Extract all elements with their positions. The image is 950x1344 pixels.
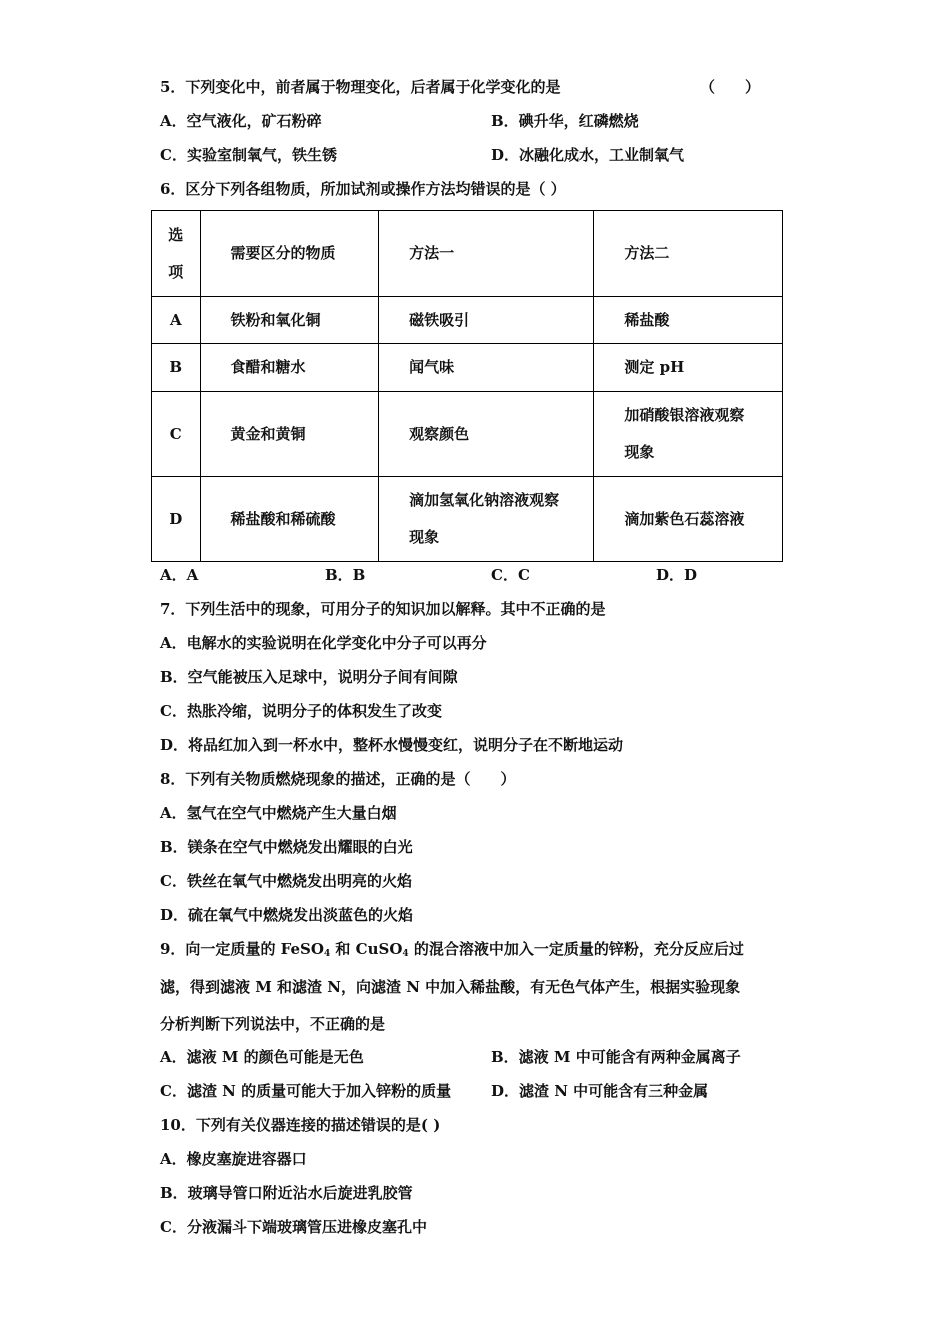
- header-cell-method1: 方法一: [379, 211, 594, 297]
- q6-stem: 6．区分下列各组物质，所加试剂或操作方法均错误的是（ ）: [160, 180, 566, 198]
- q5-stem: 5．下列变化中，前者属于物理变化，后者属于化学变化的是: [160, 78, 561, 96]
- table-row: [152, 297, 783, 344]
- row-subject: 稀盐酸和稀硫酸: [200, 477, 379, 562]
- q8-option-c: C．铁丝在氧气中燃烧发出明亮的火焰: [160, 872, 412, 890]
- table-row: [152, 392, 783, 477]
- q9-subscript-1: 4: [323, 949, 331, 959]
- q7-stem: 7．下列生活中的现象，可用分子的知识加以解释。其中不正确的是: [160, 600, 606, 618]
- row-method1-line1: 滴加氢氧化钠溶液观察: [409, 491, 560, 509]
- row-subject: 食醋和糖水: [200, 344, 379, 392]
- row-option: D: [152, 477, 201, 562]
- q9-stem-line2: 滤，得到滤液 M 和滤渣 N，向滤渣 N 中加入稀盐酸，有无色气体产生，根据实验现象: [160, 978, 741, 996]
- q6-option-b: B．B: [325, 566, 366, 584]
- row-subject: 黄金和黄铜: [200, 392, 379, 477]
- q10-option-a: A．橡皮塞旋进容器口: [160, 1150, 307, 1168]
- q5-option-a: A．空气液化，矿石粉碎: [160, 112, 322, 130]
- q5-answer-paren: （ ）: [700, 78, 761, 96]
- q10-option-b: B．玻璃导管口附近沾水后旋进乳胶管: [160, 1184, 413, 1202]
- row-method2: 稀盐酸: [594, 297, 783, 344]
- q7-option-d: D．将品红加入到一杯水中，整杯水慢慢变红，说明分子在不断地运动: [160, 736, 624, 754]
- row-option: A: [152, 297, 201, 344]
- row-method2-line2: 现象: [624, 443, 655, 461]
- row-method2: [594, 392, 783, 477]
- row-option: B: [152, 344, 201, 392]
- q8-option-b: B．镁条在空气中燃烧发出耀眼的白光: [160, 838, 413, 856]
- row-method1: [379, 477, 594, 562]
- q7-option-a: A．电解水的实验说明在化学变化中分子可以再分: [160, 634, 487, 652]
- q9-stem-part2: 和 CuSO: [330, 940, 403, 958]
- q6-option-c: C．C: [491, 566, 530, 584]
- row-method2: 测定 pH: [594, 344, 783, 392]
- q10-option-c: C．分液漏斗下端玻璃管压进橡皮塞孔中: [160, 1218, 427, 1236]
- q9-stem-line1: [160, 939, 744, 964]
- q6-option-a: A．A: [160, 566, 199, 584]
- q8-option-d: D．硫在氧气中燃烧发出淡蓝色的火焰: [160, 906, 414, 924]
- row-method2: 滴加紫色石蕊溶液: [594, 477, 783, 562]
- header-cell-subject: 需要区分的物质: [200, 211, 379, 297]
- row-method1: 磁铁吸引: [379, 297, 594, 344]
- q9-option-b: B．滤液 M 中可能含有两种金属离子: [491, 1048, 741, 1066]
- q9-subscript-2: 4: [402, 949, 409, 959]
- q9-stem-line3: 分析判断下列说法中，不正确的是: [160, 1015, 386, 1033]
- q9-stem-part1: 9．向一定质量的 FeSO: [160, 940, 324, 958]
- row-subject: 铁粉和氧化铜: [200, 297, 379, 344]
- row-method1: 观察颜色: [379, 392, 594, 477]
- q7-option-c: C．热胀冷缩，说明分子的体积发生了改变: [160, 702, 442, 720]
- q5-option-d: D．冰融化成水，工业制氧气: [491, 146, 685, 164]
- header-option-char-1: 选: [168, 225, 184, 244]
- table-row: [152, 477, 783, 562]
- q7-option-b: B．空气能被压入足球中，说明分子间有间隙: [160, 668, 458, 686]
- q8-stem: 8．下列有关物质燃烧现象的描述，正确的是（ ）: [160, 770, 516, 788]
- q9-option-c: C．滤渣 N 的质量可能大于加入锌粉的质量: [160, 1082, 452, 1100]
- header-option-char-2: 项: [168, 262, 184, 281]
- table-header-row: [152, 211, 783, 297]
- row-option: C: [152, 392, 201, 477]
- q6-option-d: D．D: [656, 566, 698, 584]
- header-cell-method2: 方法二: [594, 211, 783, 297]
- q8-option-a: A．氢气在空气中燃烧产生大量白烟: [160, 804, 397, 822]
- table-row: [152, 344, 783, 392]
- q9-option-a: A．滤液 M 的颜色可能是无色: [160, 1048, 364, 1066]
- header-cell-option: [152, 211, 201, 297]
- q6-table: [151, 210, 783, 562]
- q9-stem-part3: 的混合溶液中加入一定质量的锌粉，充分反应后过: [408, 940, 744, 958]
- q5-option-b: B．碘升华，红磷燃烧: [491, 112, 639, 130]
- q10-stem: 10．下列有关仪器连接的描述错误的是( ): [160, 1116, 441, 1134]
- q9-option-d: D．滤渣 N 中可能含有三种金属: [491, 1082, 709, 1100]
- row-method2-line1: 加硝酸银溶液观察: [624, 406, 745, 424]
- row-method1-line2: 现象: [409, 528, 440, 546]
- q5-option-c: C．实验室制氧气，铁生锈: [160, 146, 337, 164]
- row-method1: 闻气味: [379, 344, 594, 392]
